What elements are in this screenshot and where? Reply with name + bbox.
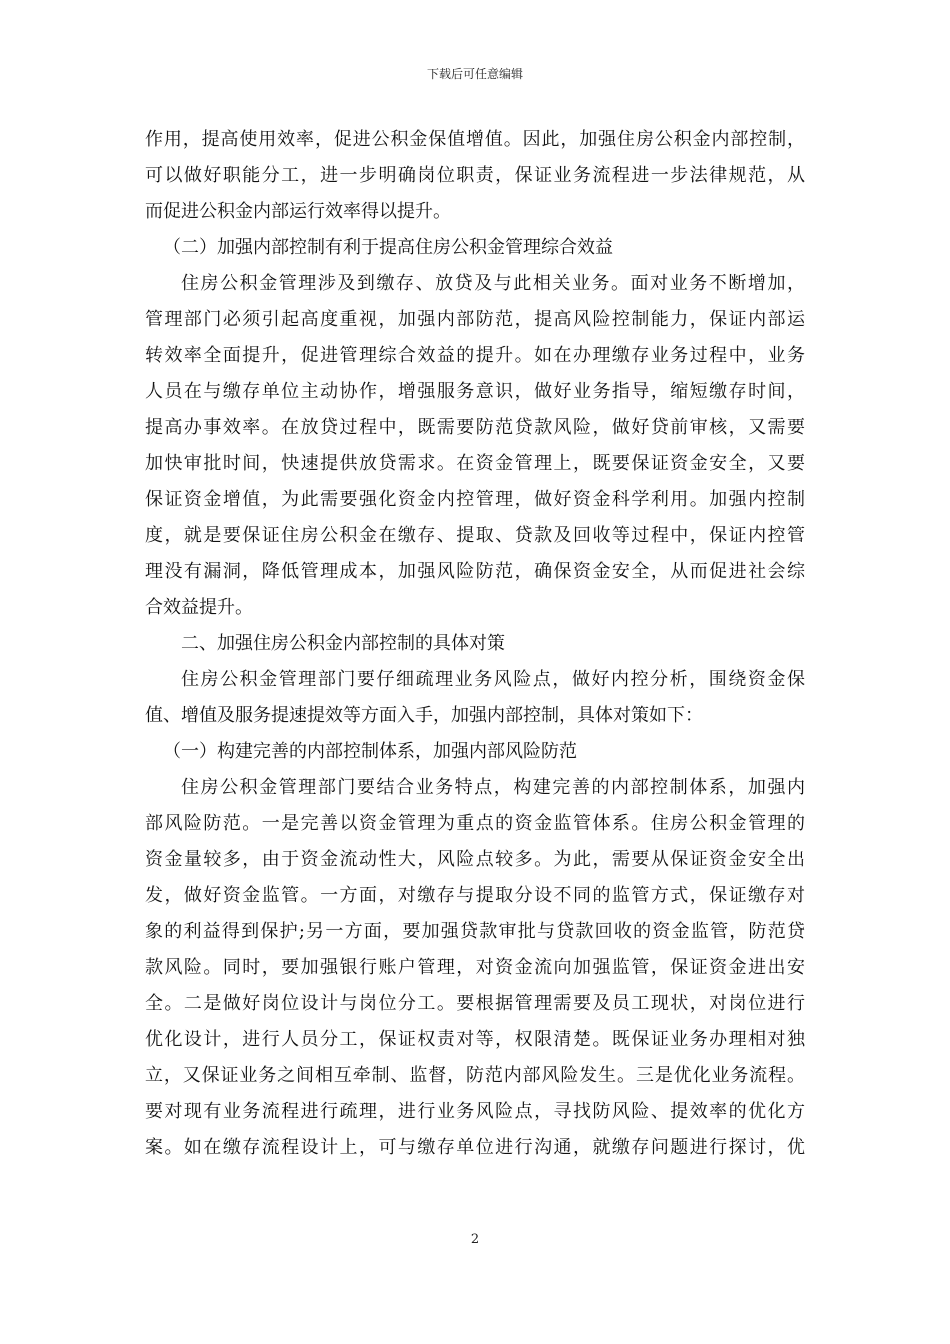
text-line: 理没有漏洞，降低管理成本，加强风险防范，确保资金安全，从而促进社会综 xyxy=(145,561,805,582)
section-heading xyxy=(145,734,805,770)
text-line: 提高办事效率。在放贷过程中，既需要防范贷款风险，做好贷前审核，又需要 xyxy=(145,417,805,438)
document-body xyxy=(145,122,805,1166)
text-line: 立，又保证业务之间相互牵制、监督，防范内部风险发生。三是优化业务流程。 xyxy=(145,1065,805,1086)
heading-text: （二）加强内部控制有利于提高住房公积金管理综合效益 xyxy=(163,237,613,258)
text-line: 要对现有业务流程进行疏理，进行业务风险点，寻找防风险、提效率的优化方 xyxy=(145,1101,805,1122)
page-header: 下载后可任意编辑 xyxy=(426,67,523,81)
section-heading xyxy=(145,626,805,662)
text-line: 住房公积金管理部门要结合业务特点，构建完善的内部控制体系，加强内 xyxy=(181,777,805,798)
text-line: 值、增值及服务提速提效等方面入手，加强内部控制，具体对策如下： xyxy=(145,705,703,726)
heading-text: （一）构建完善的内部控制体系，加强内部风险防范 xyxy=(163,741,577,762)
section-heading xyxy=(145,230,805,266)
text-line: 款风险。同时，要加强银行账户管理，对资金流向加强监管，保证资金进出安 xyxy=(145,957,805,978)
paragraph xyxy=(145,266,805,626)
text-line: 象的利益得到保护;另一方面，要加强贷款审批与贷款回收的资金监管，防范贷 xyxy=(145,921,805,942)
text-line: 住房公积金管理部门要仔细疏理业务风险点，做好内控分析，围绕资金保 xyxy=(181,669,805,690)
text-line: 可以做好职能分工，进一步明确岗位职责，保证业务流程进一步法律规范，从 xyxy=(145,165,805,186)
text-line: 优化设计，进行人员分工，保证权责对等，权限清楚。既保证业务办理相对独 xyxy=(145,1029,805,1050)
text-line: 管理部门必须引起高度重视，加强内部防范，提高风险控制能力，保证内部运 xyxy=(145,309,805,330)
heading-text: 二、加强住房公积金内部控制的具体对策 xyxy=(181,633,505,654)
text-line: 度，就是要保证住房公积金在缴存、提取、贷款及回收等过程中，保证内控管 xyxy=(145,525,805,546)
paragraph xyxy=(145,122,805,230)
text-line: 案。如在缴存流程设计上，可与缴存单位进行沟通，就缴存问题进行探讨，优 xyxy=(145,1137,805,1158)
paragraph xyxy=(145,662,805,734)
paragraph xyxy=(145,770,805,1166)
page-number: 2 xyxy=(470,1232,480,1247)
text-line: 住房公积金管理涉及到缴存、放贷及与此相关业务。面对业务不断增加， xyxy=(181,273,805,294)
text-line: 转效率全面提升，促进管理综合效益的提升。如在办理缴存业务过程中，业务 xyxy=(145,345,805,366)
text-line: 部风险防范。一是完善以资金管理为重点的资金监管体系。住房公积金管理的 xyxy=(145,813,805,834)
text-line: 人员在与缴存单位主动协作，增强服务意识，做好业务指导，缩短缴存时间， xyxy=(145,381,805,402)
text-line: 作用，提高使用效率，促进公积金保值增值。因此，加强住房公积金内部控制， xyxy=(145,129,805,150)
text-line: 保证资金增值，为此需要强化资金内控管理，做好资金科学利用。加强内控制 xyxy=(145,489,805,510)
text-line: 发，做好资金监管。一方面，对缴存与提取分设不同的监管方式，保证缴存对 xyxy=(145,885,805,906)
text-line: 全。二是做好岗位设计与岗位分工。要根据管理需要及员工现状，对岗位进行 xyxy=(145,993,805,1014)
text-line: 而促进公积金内部运行效率得以提升。 xyxy=(145,201,451,222)
text-line: 资金量较多，由于资金流动性大，风险点较多。为此，需要从保证资金安全出 xyxy=(145,849,805,870)
text-line: 加快审批时间，快速提供放贷需求。在资金管理上，既要保证资金安全，又要 xyxy=(145,453,805,474)
text-line: 合效益提升。 xyxy=(145,597,253,618)
